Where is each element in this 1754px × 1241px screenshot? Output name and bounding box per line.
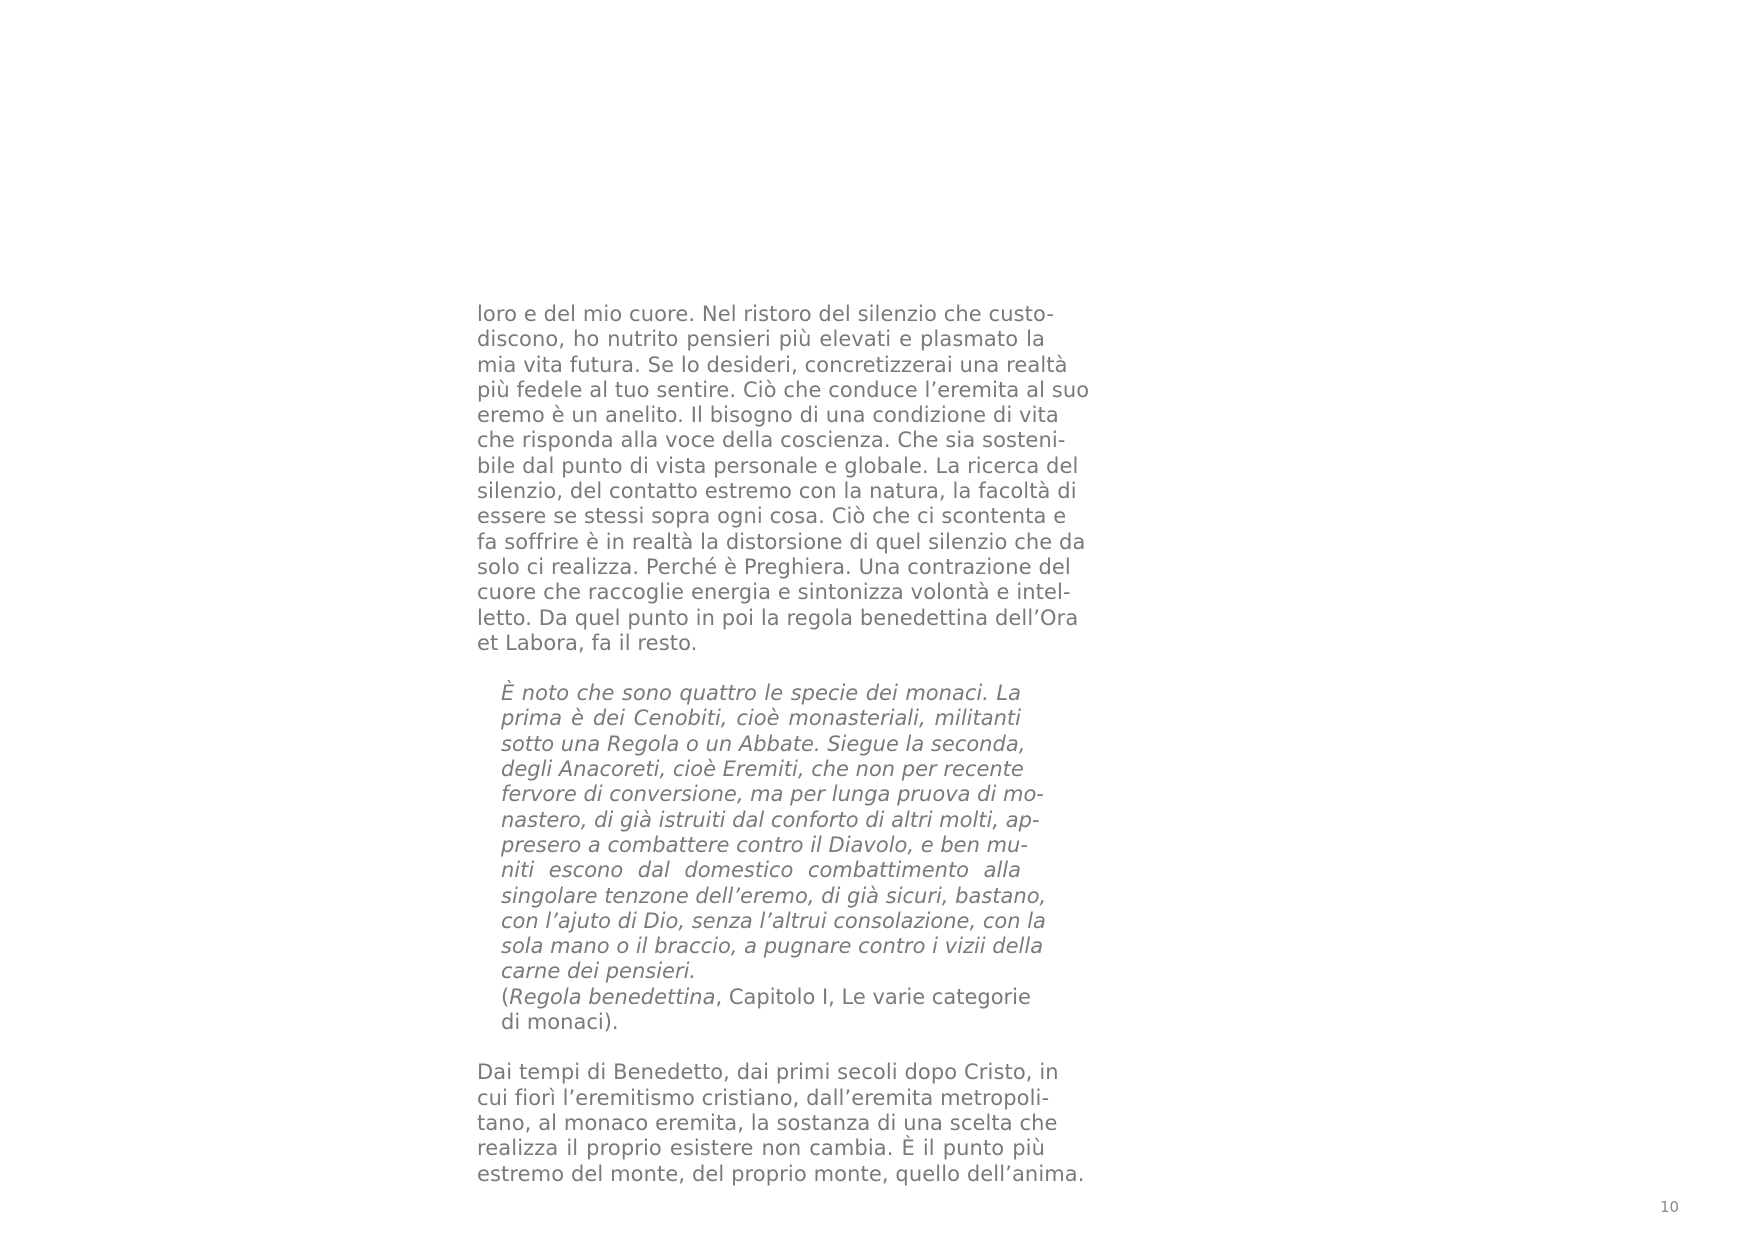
text-line: cui fiorì l’eremitismo cristiano, dall’eremita metropoli- [477, 1085, 1050, 1110]
text-line: mia vita futura. Se lo desideri, concretizzerai una realtà [477, 352, 1068, 377]
quote-line: nastero, di già istruiti dal conforto di altri molti, ap- [501, 807, 1040, 832]
text-line: che risponda alla voce della coscienza. Che sia sosteni- [477, 428, 1066, 453]
body-paragraph-2 [477, 1060, 1085, 1186]
citation-line [501, 984, 1031, 1010]
text-line: discono, ho nutrito pensieri più elevati e plasmato la [477, 327, 1045, 352]
text-line: letto. Da quel punto in poi la regola benedettina dell’Ora [477, 605, 1079, 630]
text-line: estremo del monte, del proprio monte, quello dell’anima. [477, 1161, 1085, 1186]
citation-line: di monaci). [501, 1010, 619, 1035]
text-line: bile dal punto di vista personale e globale. La ricerca del [477, 453, 1079, 478]
text-line: Dai tempi di Benedetto, dai primi secoli dopo Cristo, in [477, 1060, 1059, 1085]
text-line: fa soffrire è in realtà la distorsione di quel silenzio che da [477, 529, 1086, 554]
text-line: cuore che raccoglie energia e sintonizza volontà e intel- [477, 580, 1071, 605]
quote-line: sotto una Regola o un Abbate. Siegue la seconda, [501, 731, 1026, 756]
quote-line: fervore di conversione, ma per lunga pruova di mo- [501, 782, 1044, 807]
quote-citation [501, 984, 1031, 1036]
text-line: et Labora, fa il resto. [477, 630, 698, 655]
quote-line: carne dei pensieri. [501, 959, 697, 984]
block-quote [501, 681, 1047, 1035]
quote-line: prima è dei Cenobiti, cioè monasteriali, militanti [501, 706, 1021, 731]
text-line: essere se stessi sopra ogni cosa. Ciò che ci scontenta e [477, 504, 1067, 529]
body-paragraph-1 [477, 302, 1090, 656]
quote-line: niti escono dal domestico combattimento alla [501, 858, 1021, 883]
text-line: loro e del mio cuore. Nel ristoro del silenzio che custo- [477, 302, 1054, 326]
quote-line: degli Anacoreti, cioè Eremiti, che non per recente [501, 757, 1024, 782]
quote-line: presero a combattere contro il Diavolo, e ben mu- [501, 832, 1028, 857]
quote-line: singolare tenzone dell’eremo, di già sicuri, bastano, [501, 883, 1047, 908]
text-line: solo ci realizza. Perché è Preghiera. Una contrazione del [477, 554, 1071, 579]
quote-line: con l’ajuto di Dio, senza l’altrui consolazione, con la [501, 908, 1046, 933]
quote-line: È noto che sono quattro le specie dei monaci. La [501, 681, 1021, 706]
citation-detail: , Capitolo I, Le varie categorie [715, 984, 1031, 1009]
page-number: 10 [1660, 1198, 1680, 1216]
text-line: più fedele al tuo sentire. Ciò che conduce l’eremita al suo [477, 377, 1090, 402]
text-column [477, 302, 1090, 1187]
citation-title: Regola benedettina [509, 984, 716, 1009]
text-line: eremo è un anelito. Il bisogno di una condizione di vita [477, 403, 1059, 428]
text-line: silenzio, del contatto estremo con la natura, la facoltà di [477, 479, 1077, 504]
quote-line: sola mano o il braccio, a pugnare contro i vizii della [501, 934, 1044, 959]
text-line: tano, al monaco eremita, la sostanza di una scelta che [477, 1110, 1058, 1135]
text-line: realizza il proprio esistere non cambia. È il punto più [477, 1136, 1045, 1161]
citation-open-paren: ( [501, 984, 510, 1009]
